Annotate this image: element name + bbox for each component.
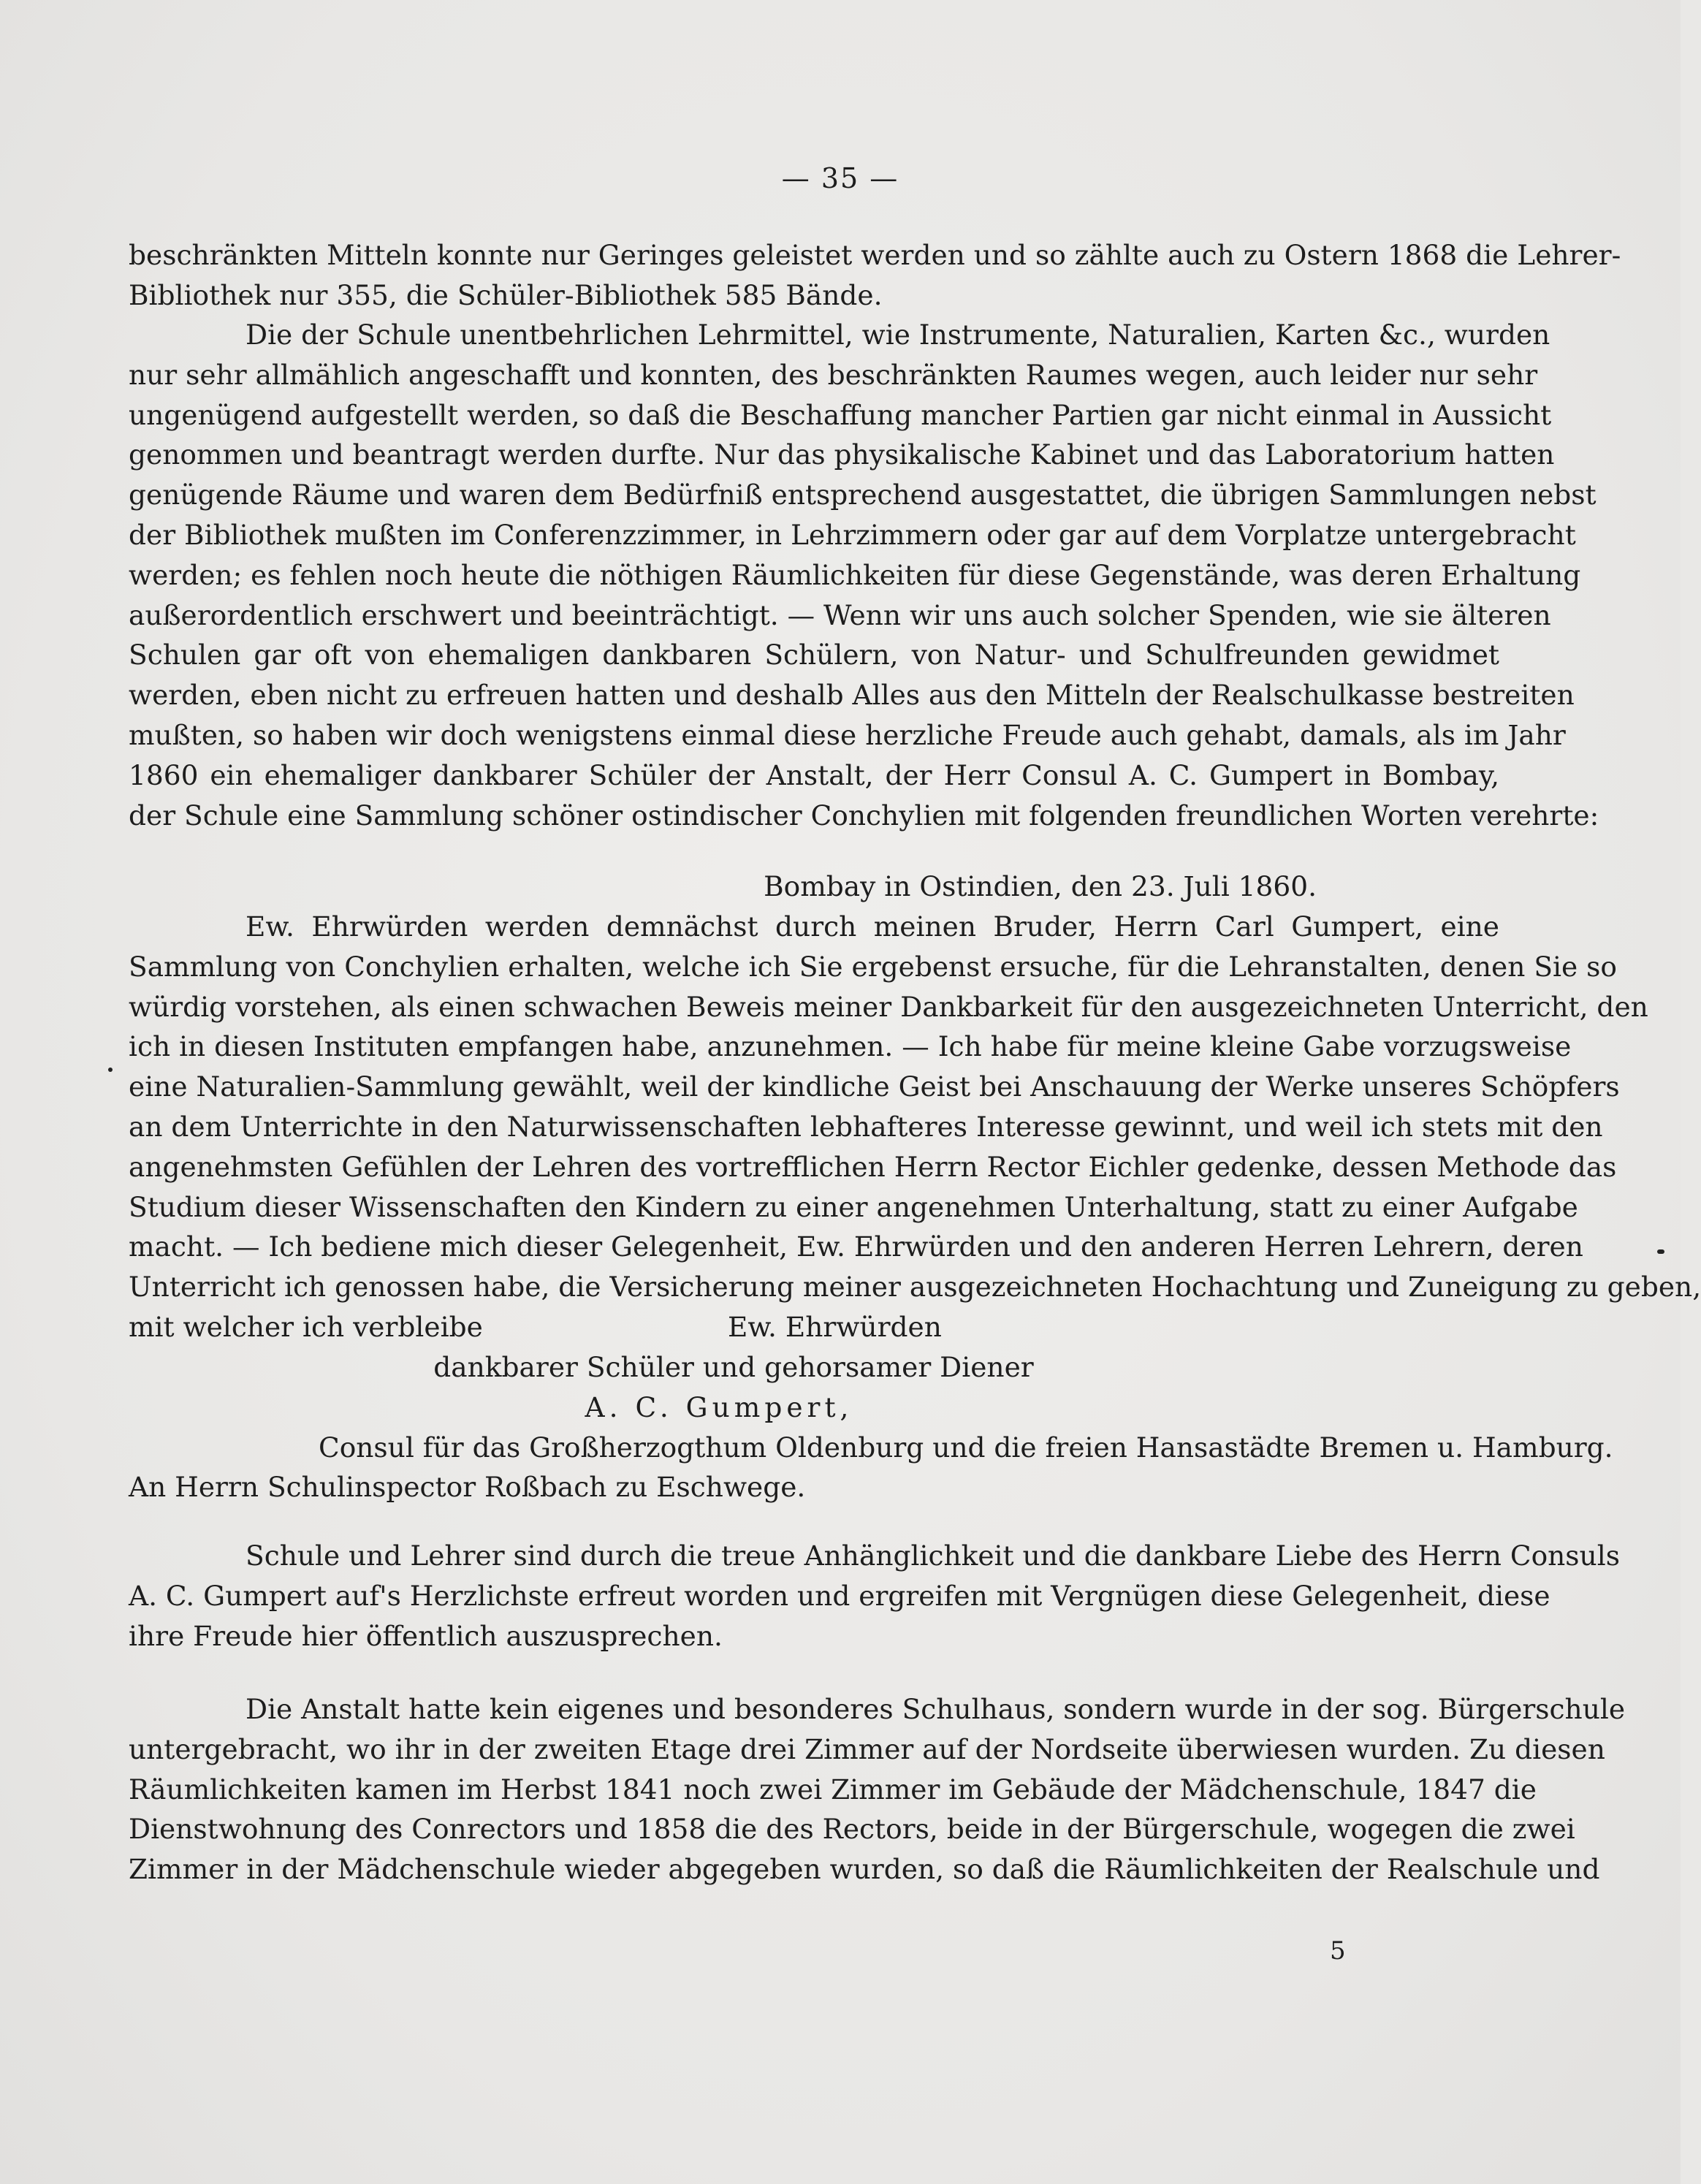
text-line: Ew. Ehrwürden werden demnächst durch meinen Bruder, Herrn Carl Gumpert, eine: [246, 910, 1499, 943]
ink-speck: [1657, 1249, 1664, 1254]
text-line: Die der Schule unentbehrlichen Lehrmittel, wie Instrumente, Naturalien, Karten &c., wurden: [246, 319, 1550, 351]
letter-body: [129, 907, 1701, 1307]
page-number: — 35 —: [781, 162, 899, 194]
text-line: mußten, so haben wir doch wenigstens einmal diese herzliche Freude auch gehabt, damals, als im Jahr: [129, 718, 1566, 751]
text-line: untergebracht, wo ihr in der zweiten Etage drei Zimmer auf der Nordseite überwiesen wurden. Zu diesen: [129, 1732, 1605, 1765]
closing-left: mit welcher ich verbleibe: [129, 1311, 483, 1343]
text-line: werden; es fehlen noch heute die nöthigen Räumlichkeiten für diese Gegenstände, was deren Erhaltung: [129, 558, 1581, 591]
text-line: Räumlichkeiten kamen im Herbst 1841 noch zwei Zimmer im Gebäude der Mädchenschule, 1847 die: [129, 1773, 1537, 1806]
letter-closing: [129, 1307, 1613, 1507]
paragraph-lehrmittel: [129, 315, 1599, 835]
signature-mark: 5: [1330, 1936, 1346, 1966]
text-line: außerordentlich erschwert und beeinträchtigt. — Wenn wir uns auch solcher Spenden, wie sie älteren: [129, 598, 1551, 631]
text-line: nur sehr allmählich angeschafft und konnten, des beschränkten Raumes wegen, auch leider nur sehr: [129, 358, 1538, 391]
text-line: werden, eben nicht zu erfreuen hatten und deshalb Alles aus den Mitteln der Realschulkasse bestreiten: [129, 679, 1575, 712]
closing-servant: dankbarer Schüler und gehorsamer Diener: [433, 1351, 1034, 1383]
text-line: der Bibliothek mußten im Conferenzzimmer, in Lehrzimmern oder gar auf dem Vorplatze untergebracht: [129, 518, 1576, 551]
text-line: würdig vorstehen, als einen schwachen Beweis meiner Dankbarkeit für den ausgezeichneten Unterricht, den: [129, 990, 1648, 1023]
closing-address: An Herrn Schulinspector Roßbach zu Eschwege.: [129, 1471, 806, 1504]
text-line: A. C. Gumpert auf's Herzlichste erfreut worden und ergreifen mit Vergnügen diese Gelegenheit, diese: [129, 1579, 1550, 1612]
text-line: Die Anstalt hatte kein eigenes und besonderes Schulhaus, sondern wurde in der sog. Bürgerschule: [246, 1693, 1626, 1725]
closing-title: Consul für das Großherzogthum Oldenburg und die freien Hansastädte Bremen u. Hamburg.: [319, 1431, 1613, 1464]
text-line: macht. — Ich bediene mich dieser Gelegenheit, Ew. Ehrwürden und den anderen Herren Lehrern, deren: [129, 1230, 1583, 1263]
text-line: an dem Unterrichte in den Naturwissenschaften lebhafteres Interesse gewinnt, und weil ich stets mit den: [129, 1110, 1603, 1143]
closing-salutation: Ew. Ehrwürden: [728, 1311, 942, 1343]
text-line: 1860 ein ehemaliger dankbarer Schüler der Anstalt, der Herr Consul A. C. Gumpert in Bombay,: [129, 758, 1499, 791]
text-line: Bibliothek nur 355, die Schüler-Bibliothek 585 Bände.: [129, 278, 883, 311]
text-line: ungenügend aufgestellt werden, so daß die Beschaffung mancher Partien gar nicht einmal in Aussicht: [129, 398, 1552, 431]
text-line: angenehmsten Gefühlen der Lehren des vortrefflichen Herrn Rector Eichler gedenke, dessen Methode das: [129, 1150, 1617, 1183]
letter-date: Bombay in Ostindien, den 23. Juli 1860.: [764, 870, 1317, 902]
paragraph-thanks: [129, 1536, 1620, 1656]
text-line: Schule und Lehrer sind durch die treue Anhänglichkeit und die dankbare Liebe des Herrn Consuls: [246, 1540, 1620, 1572]
text-line: beschränkten Mitteln konnte nur Geringes geleistet werden und so zählte auch zu Ostern 1868 die Lehrer-: [129, 239, 1621, 271]
text-line: ihre Freude hier öffentlich auszusprechen.: [129, 1619, 723, 1652]
letter-dateline: [129, 867, 1499, 907]
paragraph-anstalt: [129, 1689, 1626, 1890]
text-line: Sammlung von Conchylien erhalten, welche ich Sie ergebenst ersuche, für die Lehranstalten, denen Sie so: [129, 950, 1617, 983]
text-line: genommen und beantragt werden durfte. Nur das physikalische Kabinet und das Laboratorium hatten: [129, 438, 1555, 471]
text-line: Studium dieser Wissenschaften den Kindern zu einer angenehmen Unterhaltung, statt zu einer Aufgabe: [129, 1190, 1578, 1223]
text-line: der Schule eine Sammlung schöner ostindischer Conchylien mit folgenden freundlichen Worten verehrte:: [129, 799, 1599, 832]
closing-signature: A. C. Gumpert,: [585, 1390, 853, 1423]
text-line: genügende Räume und waren dem Bedürfniß entsprechend ausgestattet, die übrigen Sammlungen nebst: [129, 479, 1597, 511]
text-line: eine Naturalien-Sammlung gewählt, weil der kindliche Geist bei Anschauung der Werke unseres Schöpfers: [129, 1070, 1620, 1103]
text-line: Schulen gar oft von ehemaligen dankbaren Schülern, von Natur- und Schulfreunden gewidmet: [129, 639, 1499, 671]
text-line: Dienstwohnung des Conrectors und 1858 die des Rectors, beide in der Bürgerschule, wogegen die zwei: [129, 1813, 1575, 1846]
paragraph-continuation: [129, 235, 1621, 316]
ink-speck: [108, 1068, 113, 1072]
text-line: Zimmer in der Mädchenschule wieder abgegeben wurden, so daß die Räumlichkeiten der Realschule und: [129, 1853, 1600, 1886]
text-line: ich in diesen Instituten empfangen habe, anzunehmen. — Ich habe für meine kleine Gabe vorzugsweise: [129, 1030, 1572, 1063]
text-line: Unterricht ich genossen habe, die Versicherung meiner ausgezeichneten Hochachtung und Zuneigung zu geben,: [129, 1271, 1701, 1304]
